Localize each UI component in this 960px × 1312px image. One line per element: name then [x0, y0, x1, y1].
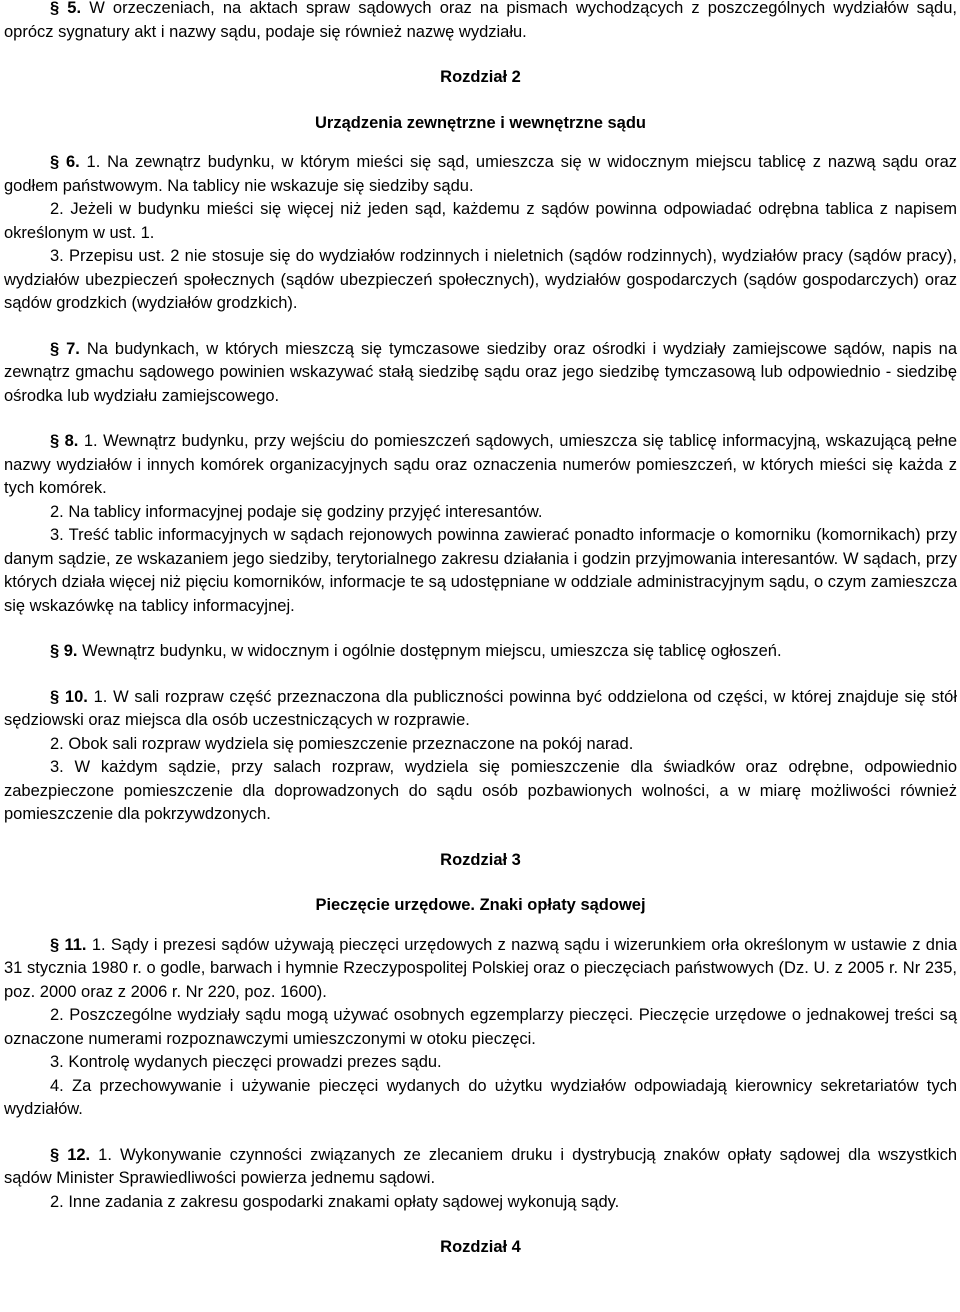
paragraph-6-item-2: 2. Jeżeli w budynku mieści się więcej niż jeden sąd, każdemu z sądów powinna odpowiadać odrębna tablica z napisem określonym w ust. 1. [4, 200, 957, 242]
paragraph-10-item-2: 2. Obok sali rozpraw wydziela się pomieszczenie przeznaczone na pokój narad. [50, 734, 634, 753]
paragraph-10-item-1 [4, 686, 957, 733]
paragraph-label: § 9. [50, 642, 78, 660]
chapter-2-number: Rozdział 2 [440, 68, 521, 86]
chapter-2-title: Urządzenia zewnętrzne i wewnętrzne sądu [315, 113, 646, 132]
paragraph-label: § 7. [50, 339, 80, 358]
paragraph-text: 1. Wykonywanie czynności związanych ze zlecaniem druku i dystrybucją znaków opłaty sądowej dla wszystkich sądów Minister Sprawiedliwości powierza jednemu sądowi. [4, 1145, 957, 1187]
paragraph-text: 1. W sali rozpraw część przeznaczona dla publiczności powinna być oddzielona od części, w której znajduje się stół sędziowski oraz miejsca dla osób uczestniczących w rozprawie. [4, 687, 957, 729]
paragraph-8-item-1 [4, 430, 957, 501]
paragraph-8-item-3: 3. Treść tablic informacyjnych w sądach rejonowych powinna zawierać ponadto informacje o komorniku (komornikach) przy danym sądzie, ze wskazaniem jego siedziby, terytorialnego zakresu działania i godzin przyjmowania interesantów. W sądach, przy których działa więcej niż pięciu komorników, informacje te są udostępniane w oddziale administracyjnym sądu, o czym zamieszcza się wskazówkę na tablicy informacyjnej. [4, 526, 957, 615]
paragraph-text: Wewnątrz budynku, w widocznym i ogólnie dostępnym miejscu, umieszcza się tablicę ogłoszeń. [77, 642, 782, 660]
paragraph-text: 1. Na zewnątrz budynku, w którym mieści się sąd, umieszcza się w widocznym miejscu tablicę z nazwą sądu oraz godłem państwowym. Na tablicy nie wskazuje się siedziby sądu. [4, 153, 957, 195]
paragraph-label: § 8. [50, 432, 79, 450]
chapter-3-title: Pieczęcie urzędowe. Znaki opłaty sądowej [315, 896, 646, 914]
paragraph-11-item-4: 4. Za przechowywanie i używanie pieczęci wydanych do użytku wydziałów odpowiadają kierownicy sekretariatów tych wydziałów. [4, 1076, 957, 1118]
paragraph-6-item-1 [4, 151, 957, 198]
paragraph-text: W orzeczeniach, na aktach spraw sądowych oraz na pismach wychodzących z poszczególnych wydziałów sądu, oprócz sygnatury akt i nazwy sądu, podaje się również nazwę wydziału. [4, 0, 957, 41]
paragraph-6-item-3: 3. Przepisu ust. 2 nie stosuje się do wydziałów rodzinnych i nieletnich (sądów rodzinnych), wydziałów pracy (sądów pracy), wydziałów ubezpieczeń społecznych (sądów ubezpieczeń społecznych), wydziałów gospodarczych (sądów gospodarczych) oraz sądów grodzkich (wydziałów grodzkich). [4, 247, 957, 312]
paragraph-11-item-2: 2. Poszczególne wydziały sądu mogą używać osobnych egzemplarzy pieczęci. Pieczęcie urzędowe o jednakowej treści są oznaczone numerami rozpoznawczymi umieszczonymi w otoku pieczęci. [4, 1006, 957, 1048]
paragraph-text: Na budynkach, w których mieszczą się tymczasowe siedziby oraz ośrodki i wydziały zamiejscowe sądów, napis na zewnątrz gmachu sądowego powinien wskazywać stałą siedzibę sądu oraz jego siedzibę tymczasową lub odpowiednio - siedzibę ośrodka lub wydziału zamiejscowego. [4, 339, 957, 405]
paragraph-text: 1. Wewnątrz budynku, przy wejściu do pomieszczeń sądowych, umieszcza się tablicę informacyjną, wskazującą pełne nazwy wydziałów i innych komórek organizacyjnych sądu oraz oznaczenia numerów pomieszczeń, w których mieści się każda z tych komórek. [4, 432, 957, 497]
paragraph-10-item-3: 3. W każdym sądzie, przy salach rozpraw, wydziela się pomieszczenie dla świadków oraz odrębne, odpowiednio zabezpieczone pomieszczenie dla doprowadzonych do sądu osób pozbawionych wolności, a w miarę możliwości również pomieszczenie dla pokrzywdzonych. [4, 758, 957, 823]
paragraph-12-item-1 [4, 1144, 957, 1191]
paragraph-5 [4, 0, 957, 44]
paragraph-label: § 10. [50, 687, 88, 706]
paragraph-7 [4, 338, 957, 409]
paragraph-8-item-2: 2. Na tablicy informacyjnej podaje się godziny przyjęć interesantów. [50, 502, 543, 521]
paragraph-11-item-3: 3. Kontrolę wydanych pieczęci prowadzi prezes sądu. [50, 1053, 442, 1071]
paragraph-12-item-2: 2. Inne zadania z zakresu gospodarki znakami opłaty sądowej wykonują sądy. [50, 1192, 620, 1211]
chapter-3-number: Rozdział 3 [440, 850, 521, 869]
paragraph-label: § 5. [50, 0, 82, 17]
chapter-4-number: Rozdział 4 [440, 1238, 521, 1256]
paragraph-text: 1. Sądy i prezesi sądów używają pieczęci urzędowych z nazwą sądu i wizerunkiem orła określonym w ustawie z dnia 31 stycznia 1980 r. o godle, barwach i hymnie Rzeczypospolitej Polskiej oraz o pieczęciach państwowych (Dz. U. z 2005 r. Nr 235, poz. 2000 oraz z 2006 r. Nr 220, poz. 1600). [4, 935, 958, 1001]
paragraph-11-item-1 [4, 934, 957, 1005]
paragraph-9 [4, 640, 957, 664]
paragraph-label: § 11. [50, 935, 87, 954]
paragraph-label: § 12. [50, 1145, 91, 1164]
paragraph-label: § 6. [50, 153, 80, 171]
